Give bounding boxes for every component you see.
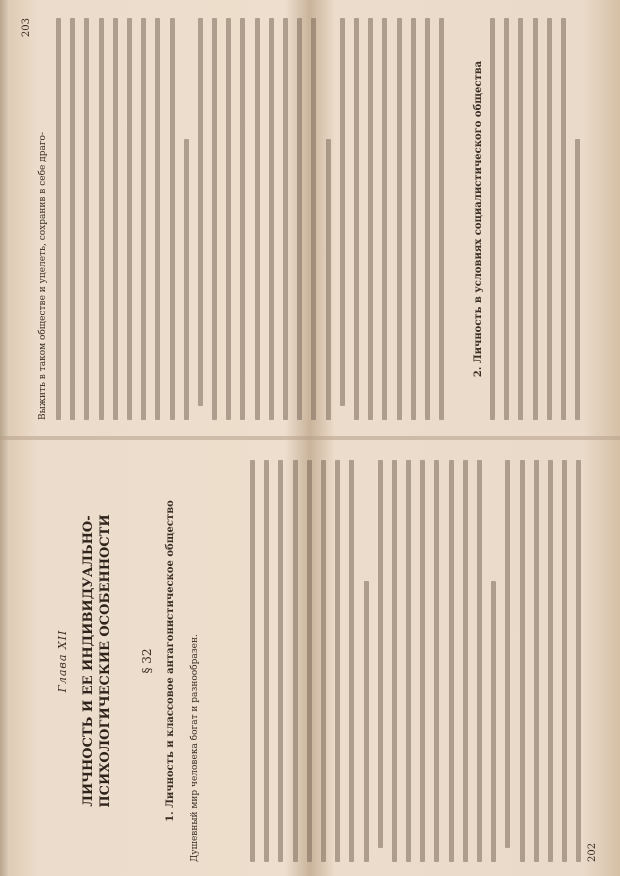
text-line — [250, 460, 255, 862]
text-line — [518, 18, 523, 420]
text-line — [293, 460, 298, 862]
text-line — [364, 581, 369, 862]
text-line — [354, 18, 359, 420]
text-line — [269, 18, 274, 420]
page-number-right: 203 — [21, 18, 32, 38]
text-line — [326, 139, 331, 420]
text-line — [307, 460, 312, 862]
text-line — [439, 18, 444, 420]
left-lead-line: Душевный мир человека богат и разнообразен. — [190, 634, 200, 862]
page-number-left: 202 — [587, 842, 598, 862]
text-line — [278, 460, 283, 862]
text-line — [198, 18, 203, 406]
text-line — [463, 460, 468, 862]
right-lead-line: Выжить в таком обществе и уцелеть, сохранив в себе драго- — [38, 131, 48, 420]
text-line — [368, 18, 373, 420]
text-line — [575, 139, 580, 420]
text-line — [56, 18, 61, 420]
section-number: § 32 — [140, 648, 154, 674]
chapter-label: Глава XII — [56, 629, 69, 693]
text-line — [382, 18, 387, 420]
text-line — [240, 18, 245, 420]
left-page — [14, 456, 606, 866]
subsection-heading-1: 1. Личность и классовое антагонистическое общество — [165, 500, 176, 822]
text-line — [504, 18, 509, 420]
chapter-title: ЛИЧНОСТЬ И ЕЕ ИНДИВИДУАЛЬНО-ПСИХОЛОГИЧЕСКИЕ ОСОБЕННОСТИ — [81, 514, 113, 808]
text-line — [406, 460, 411, 862]
text-line — [321, 460, 326, 862]
text-line — [340, 18, 345, 406]
text-line — [477, 460, 482, 862]
subsection-heading-2: 2. Личность в условиях социалистического общества — [473, 60, 484, 378]
text-line — [378, 460, 383, 848]
text-line — [420, 460, 425, 862]
text-line — [311, 18, 316, 420]
text-line — [226, 18, 231, 420]
text-line — [141, 18, 146, 420]
text-line — [155, 18, 160, 420]
text-line — [576, 460, 581, 862]
text-line — [113, 18, 118, 420]
text-line — [434, 460, 439, 862]
text-line — [264, 460, 269, 862]
book-gutter — [0, 436, 620, 440]
text-line — [212, 18, 217, 420]
right-body-text-2 — [490, 18, 589, 420]
text-line — [520, 460, 525, 862]
text-line — [184, 139, 189, 420]
text-line — [490, 18, 495, 420]
text-line — [505, 460, 510, 848]
text-line — [534, 460, 539, 862]
text-line — [491, 581, 496, 862]
text-line — [297, 18, 302, 420]
text-line — [99, 18, 104, 420]
text-line — [397, 18, 402, 420]
text-line — [255, 18, 260, 420]
right-body-text — [56, 18, 453, 420]
text-line — [548, 460, 553, 862]
text-line — [449, 460, 454, 862]
text-line — [547, 18, 552, 420]
text-line — [411, 18, 416, 420]
text-line — [127, 18, 132, 420]
text-line — [84, 18, 89, 420]
text-line — [70, 18, 75, 420]
text-line — [425, 18, 430, 420]
text-line — [349, 460, 354, 862]
text-line — [335, 460, 340, 862]
text-line — [562, 460, 567, 862]
text-line — [533, 18, 538, 420]
left-body-text — [250, 460, 591, 862]
right-page — [14, 14, 606, 424]
text-line — [283, 18, 288, 420]
text-line — [561, 18, 566, 420]
text-line — [170, 18, 175, 420]
text-line — [392, 460, 397, 862]
